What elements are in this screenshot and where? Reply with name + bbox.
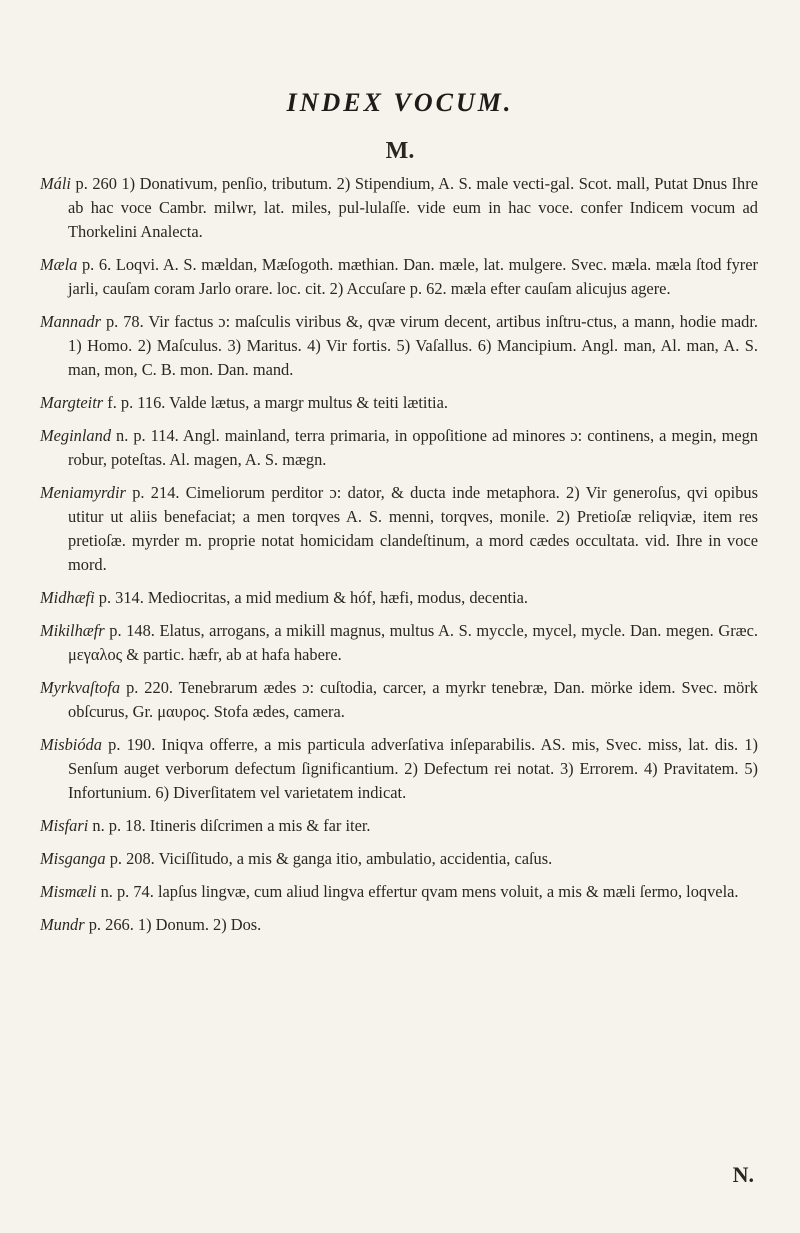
entry-headword: Myrkvaſtofa: [40, 678, 121, 697]
entry: [40, 733, 758, 805]
entry-headword: Mikilhæfr: [40, 621, 105, 640]
entry: [40, 676, 758, 724]
entry-text: p. 214. Cimeliorum perditor ɔ: dator, & ducta inde metaphora. 2) Vir generoſus, qvi opibus utitur ut aliis benefaciat; a men torqves A. S. menni, torqves, monile. 2) Pretioſæ reliqviæ, item res pretioſæ. myrder m. proprie notat homicidam clandeſtinum, a mord cædes occultata. vid. Ihre in voce mord.: [68, 483, 758, 574]
entry-text: p. 220. Tenebrarum ædes ɔ: cuſtodia, carcer, a myrkr tenebræ, Dan. mörke idem. Svec. mörk obſcurus, Gr. μαυρος. Stofa ædes, camera.: [68, 678, 758, 721]
entry-headword: Misfari: [40, 816, 89, 835]
entry: [40, 619, 758, 667]
entry-text: f. p. 116. Valde lætus, a margr multus & teiti lætitia.: [107, 393, 448, 412]
entry-text: p. 6. Loqvi. A. S. mældan, Mæſogoth. mæthian. Dan. mæle, lat. mulgere. Svec. mæla. mæla ſtod fyrer jarli, cauſam coram Jarlo orare. loc. cit. 2) Accuſare p. 62. mæla efter cauſam alicujus agere.: [68, 255, 758, 298]
entry-headword: Midhæfi: [40, 588, 95, 607]
entry-headword: Meginland: [40, 426, 112, 445]
entry: [40, 424, 758, 472]
entry-headword: Margteitr: [40, 393, 104, 412]
entry-text: n. p. 74. lapſus lingvæ, cum aliud lingva effertur qvam mens voluit, a mis & mæli ſermo, loqvela.: [100, 882, 739, 901]
entry-headword: Mannadr: [40, 312, 102, 331]
entry-text: n. p. 114. Angl. mainland, terra primaria, in oppoſitione ad minores ɔ: continens, a megin, megn robur, poteſtas. Al. magen, A. S. mægn.: [68, 426, 758, 469]
section-letter: M.: [385, 138, 415, 164]
entry: [40, 391, 758, 415]
entry-text: p. 266. 1) Donum. 2) Dos.: [88, 915, 262, 934]
entry-text: p. 78. Vir factus ɔ: maſculis viribus &, qvæ virum decent, artibus inſtru-ctus, a mann, hodie madr. 1) Homo. 2) Maſculus. 3) Maritus. 4) Vir fortis. 5) Vaſallus. 6) Mancipium. Angl. man, Al. man, A. S. man, mon, C. B. mon. Dan. mand.: [68, 312, 759, 379]
entry-text: p. 260 1) Donativum, penſio, tributum. 2) Stipendium, A. S. male vecti-gal. Scot. mall, Putat Dnus Ihre ab hac voce Cambr. milwr, lat. miles, pul-lulaſſe. vide eum in hac voce. confer Indicem vocum ad Thorkelini Analecta.: [68, 174, 758, 241]
entry-text: p. 190. Iniqva offerre, a mis particula adverſativa inſeparabilis. AS. mis, Svec. miss, lat. dis. 1) Senſum auget verborum defectum ſignificantium. 2) Defectum rei notat. 3) Errorem. 4) Pravitatem. 5) Infortunium. 6) Diverſitatem vel varietatem indicat.: [68, 735, 758, 802]
entry-text: p. 208. Viciſſitudo, a mis & ganga itio, ambulatio, accidentia, caſus.: [109, 849, 553, 868]
entry-headword: Mundr: [40, 915, 85, 934]
entry-text: p. 314. Mediocritas, a mid medium & hóf, hæfi, modus, decentia.: [98, 588, 529, 607]
entry: [40, 586, 758, 610]
entry-headword: Máli: [40, 174, 71, 193]
entry: [40, 814, 758, 838]
entry-headword: Mismæli: [40, 882, 97, 901]
entry-text: n. p. 18. Itineris diſcrimen a mis & far iter.: [92, 816, 371, 835]
entry: [40, 172, 758, 244]
entry-list: [40, 172, 758, 946]
catchword: N.: [732, 1162, 754, 1187]
entry: [40, 847, 758, 871]
entry: [40, 253, 758, 301]
entry-text: p. 148. Elatus, arrogans, a mikill magnus, multus A. S. myccle, mycel, mycle. Dan. megen. Græc. μεγαλος & partic. hæfr, ab at hafa habere.: [68, 621, 758, 664]
entry-headword: Misganga: [40, 849, 106, 868]
entry-headword: Meniamyrdir: [40, 483, 126, 502]
page-header: INDEX VOCUM.: [286, 88, 514, 117]
entry-headword: Misbióda: [40, 735, 102, 754]
entry: [40, 913, 758, 937]
entry: [40, 481, 758, 577]
entry-headword: Mæla: [40, 255, 78, 274]
entry: [40, 880, 758, 904]
entry: [40, 310, 758, 382]
